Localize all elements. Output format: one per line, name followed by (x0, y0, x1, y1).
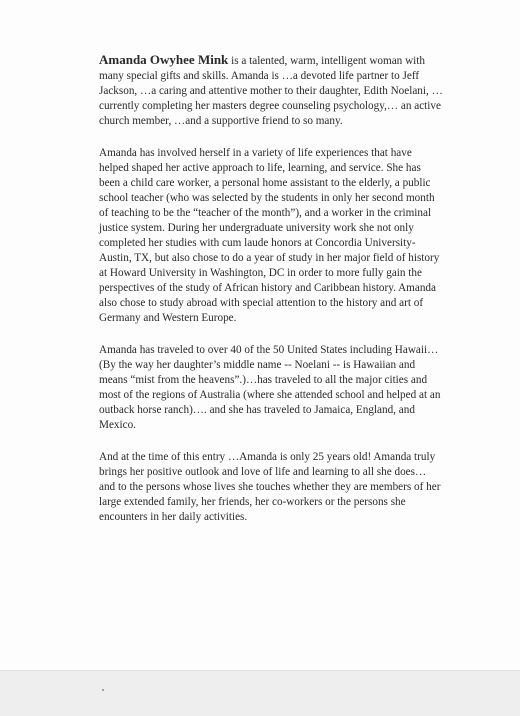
scan-margin (0, 670, 520, 716)
person-name: Amanda Owyhee Mink (99, 52, 229, 67)
closing-paragraph: And at the time of this entry …Amanda is only 25 years old! Amanda truly brings her positive outlook and love of life and learning to all she does… and to the persons whose lives she touches whether they are members of her large extended family, her friends, her co-workers or the persons she encounters in her daily activities. (99, 451, 441, 523)
document-body (99, 52, 444, 542)
intro-paragraph (99, 52, 444, 129)
experience-paragraph: Amanda has involved herself in a variety of life experiences that have helped shaped her active approach to life, learning, and service. She has been a child care worker, a personal home assistant to the elderly, a public school teacher (who was selected by the students in only her second month of teaching to be the “teacher of the month”), and a worker in the criminal justice system. During her undergraduate university work she not only completed her studies with cum laude honors at Concordia University-Austin, TX, but also chose to do a year of study in her major field of history at Howard University in Washington, DC in order to more fully gain the perspectives of the study of African history and Caribbean history. Amanda also chose to study abroad with special attention to the history and art of Germany and Western Europe. (99, 147, 440, 324)
scan-speck (102, 689, 104, 691)
intro-text: is a talented, warm, intelligent woman with many special gifts and skills. Amanda is …a devoted life partner to Jeff Jackson, …a caring and attentive mother to their daughter, Edith Noelani, …currently completing her masters degree counseling psychology,… an active church member, …and a supportive friend to so many. (99, 55, 443, 127)
travel-paragraph: Amanda has traveled to over 40 of the 50 United States including Hawaii… (By the way her daughter’s middle name -- Noelani -- is Hawaiian and means “mist from the heavens”.)…has traveled to all the major cities and most of the regions of Australia (where she attended school and helped at an outback horse ranch)…. and she has traveled to Jamaica, England, and Mexico. (99, 344, 441, 431)
